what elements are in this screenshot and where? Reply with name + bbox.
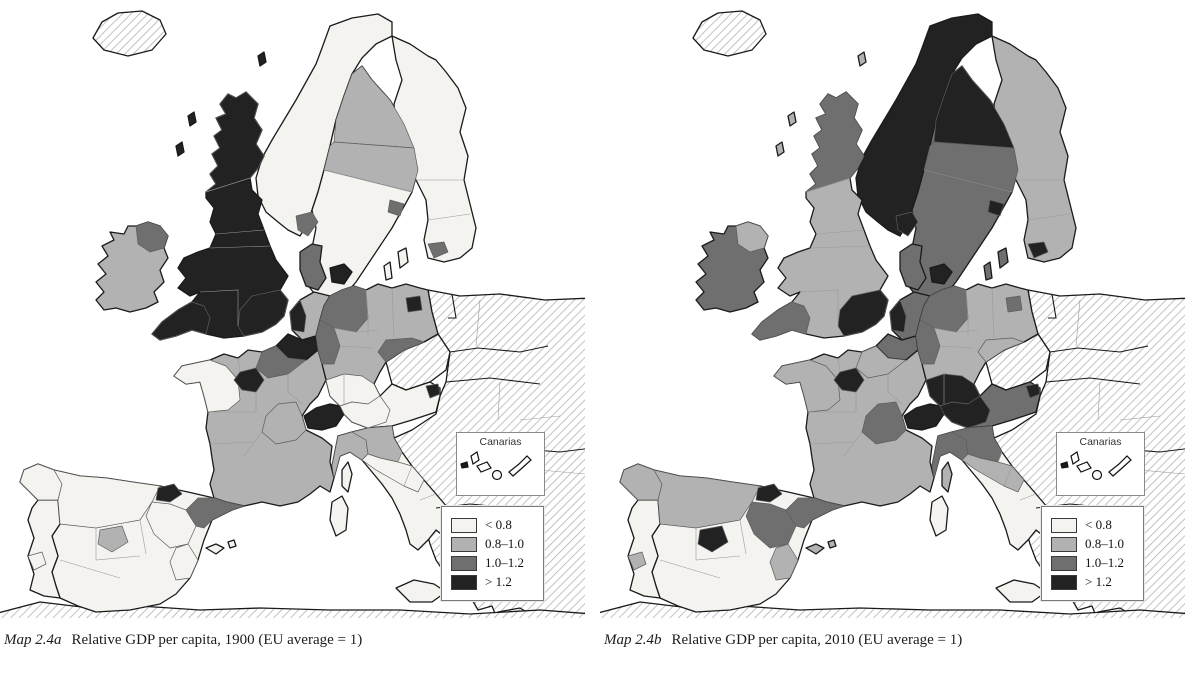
shetland-region xyxy=(858,52,866,66)
legend-row xyxy=(1051,517,1135,533)
berlin-region xyxy=(1006,296,1022,312)
legend-row xyxy=(451,555,535,571)
legend-row xyxy=(451,574,535,590)
legend-row xyxy=(1051,574,1135,590)
canarias-inset xyxy=(1056,432,1145,496)
legend-label: 1.0–1.2 xyxy=(1085,555,1124,570)
caption-label: Map 2.4b xyxy=(604,632,662,648)
canarias-inset-label: Canarias xyxy=(1079,436,1122,448)
gotland-region xyxy=(398,248,408,268)
iceland-region xyxy=(693,11,766,56)
canarias-dark-island xyxy=(461,462,468,468)
legend-row xyxy=(1051,536,1135,552)
legend-row xyxy=(451,517,535,533)
oland-region xyxy=(984,262,992,280)
legend-swatch-gt12 xyxy=(1051,575,1077,590)
canarias-islands xyxy=(457,448,544,488)
portugal-region xyxy=(628,500,660,598)
legend-2010 xyxy=(1041,506,1144,601)
legend-row xyxy=(451,536,535,552)
canarias-islands xyxy=(1057,448,1144,488)
legend-swatch-lt08 xyxy=(1051,518,1077,533)
scotland-region xyxy=(806,92,864,192)
legend-label: < 0.8 xyxy=(485,517,512,532)
portugal-region xyxy=(28,500,60,598)
legend-swatch-0810 xyxy=(451,537,477,552)
caption-2010 xyxy=(604,632,1185,649)
legend-row xyxy=(1051,555,1135,571)
gotland-region xyxy=(998,248,1008,268)
hebrides-region xyxy=(788,112,796,126)
legend-label: 0.8–1.0 xyxy=(1085,536,1124,551)
canarias-inset xyxy=(456,432,545,496)
legend-swatch-lt08 xyxy=(451,518,477,533)
sardinia-region xyxy=(330,496,348,536)
map-panel-1900 xyxy=(0,0,585,618)
legend-label: > 1.2 xyxy=(1085,574,1112,589)
caption-1900 xyxy=(4,632,585,649)
legend-1900 xyxy=(441,506,544,601)
balearics-east-region xyxy=(228,540,236,548)
galicia-region xyxy=(20,464,62,500)
caption-text: Relative GDP per capita, 2010 (EU average = 1) xyxy=(671,632,963,648)
balearics-region xyxy=(806,544,824,554)
legend-swatch-1012 xyxy=(451,556,477,571)
iceland-region xyxy=(93,11,166,56)
legend-swatch-0810 xyxy=(1051,537,1077,552)
hebrides-south-region xyxy=(176,142,184,156)
balearics-region xyxy=(206,544,224,554)
caption-label: Map 2.4a xyxy=(4,632,62,648)
sicily-region xyxy=(396,580,446,602)
scotland-region xyxy=(206,92,264,192)
berlin-region xyxy=(406,296,422,312)
canarias-dark-island xyxy=(1061,462,1068,468)
panel-2010 xyxy=(600,0,1185,649)
switzerland-region xyxy=(904,404,944,430)
hebrides-region xyxy=(188,112,196,126)
panel-1900 xyxy=(0,0,585,649)
sicily-region xyxy=(996,580,1046,602)
corsica-region xyxy=(342,462,352,492)
galicia-region xyxy=(620,464,662,500)
legend-label: < 0.8 xyxy=(1085,517,1112,532)
hebrides-south-region xyxy=(776,142,784,156)
legend-swatch-1012 xyxy=(1051,556,1077,571)
legend-label: > 1.2 xyxy=(485,574,512,589)
legend-label: 0.8–1.0 xyxy=(485,536,524,551)
legend-swatch-gt12 xyxy=(451,575,477,590)
oland-region xyxy=(384,262,392,280)
shetland-region xyxy=(258,52,266,66)
corsica-region xyxy=(942,462,952,492)
balearics-east-region xyxy=(828,540,836,548)
canarias-inset-label: Canarias xyxy=(479,436,522,448)
legend-label: 1.0–1.2 xyxy=(485,555,524,570)
map-panel-2010 xyxy=(600,0,1185,618)
switzerland-region xyxy=(304,404,344,430)
caption-text: Relative GDP per capita, 1900 (EU average = 1) xyxy=(71,632,363,648)
sardinia-region xyxy=(930,496,948,536)
